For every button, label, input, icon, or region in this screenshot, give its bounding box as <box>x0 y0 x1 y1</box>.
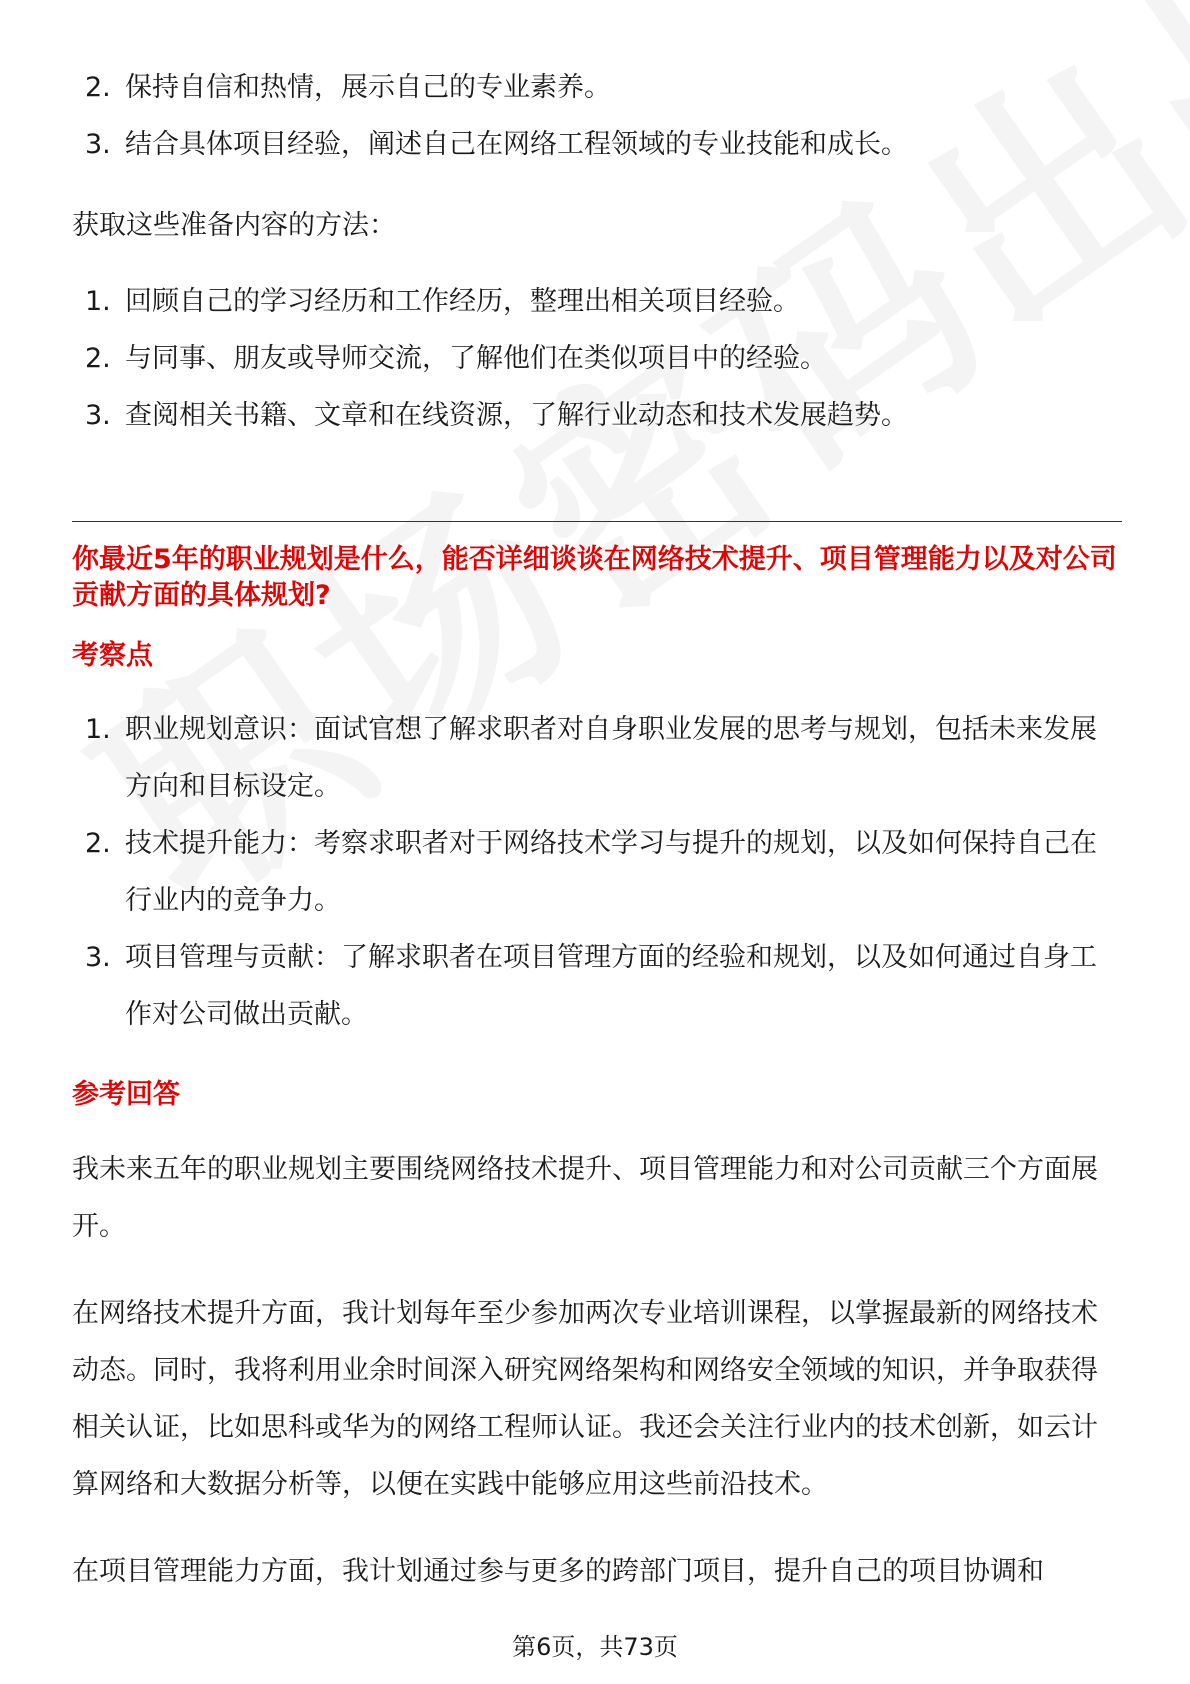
list-number: 2. <box>85 828 111 859</box>
list-text: 项目管理与贡献：了解求职者在项目管理方面的经验和规划，以及如何通过自身工作对公司做出贡献。 <box>125 942 1097 1030</box>
list-number: 2. <box>85 343 111 374</box>
list-item <box>72 929 1122 1043</box>
list-item <box>72 815 1122 929</box>
top-list <box>72 59 1122 173</box>
list-number: 3. <box>85 129 111 160</box>
list-text: 技术提升能力：考察求职者对于网络技术学习与提升的规划，以及如何保持自己在行业内的竞争力。 <box>125 828 1097 916</box>
list-text: 回顾自己的学习经历和工作经历，整理出相关项目经验。 <box>125 286 800 317</box>
methods-intro: 获取这些准备内容的方法： <box>72 210 396 241</box>
list-number: 1. <box>85 286 111 317</box>
list-item <box>72 273 1122 330</box>
list-text: 查阅相关书籍、文章和在线资源，了解行业动态和技术发展趋势。 <box>125 400 908 431</box>
answer-paragraph: 我未来五年的职业规划主要围绕网络技术提升、项目管理能力和对公司贡献三个方面展开。 <box>72 1154 1098 1242</box>
question-heading: 你最近5年的职业规划是什么，能否详细谈谈在网络技术提升、项目管理能力以及对公司贡献方面的具体规划? <box>72 544 1117 611</box>
section-divider <box>72 521 1122 522</box>
exam-points-heading: 考察点 <box>72 640 153 671</box>
list-item <box>72 387 1122 444</box>
list-number: 3. <box>85 400 111 431</box>
list-number: 3. <box>85 942 111 973</box>
list-item <box>72 701 1122 815</box>
answer-heading: 参考回答 <box>72 1079 180 1110</box>
list-item <box>72 59 1122 116</box>
list-item <box>72 116 1122 173</box>
list-item <box>72 330 1122 387</box>
list-text: 保持自信和热情，展示自己的专业素养。 <box>125 72 611 103</box>
answer-paragraph: 在项目管理能力方面，我计划通过参与更多的跨部门项目，提升自己的项目协调和 <box>72 1556 1044 1587</box>
exam-points-list <box>72 701 1122 1043</box>
page-number: 第6页，共73页 <box>512 1633 678 1661</box>
list-text: 与同事、朋友或导师交流，了解他们在类似项目中的经验。 <box>125 343 827 374</box>
methods-list <box>72 273 1122 444</box>
list-number: 1. <box>85 714 111 745</box>
list-text: 结合具体项目经验，阐述自己在网络工程领域的专业技能和成长。 <box>125 129 908 160</box>
answer-paragraph: 在网络技术提升方面，我计划每年至少参加两次专业培训课程，以掌握最新的网络技术动态。同时，我将利用业余时间深入研究网络架构和网络安全领域的知识，并争取获得相关认证，比如思科或华为的网络工程师认证。我还会关注行业内的技术创新，如云计算网络和大数据分析等，以便在实践中能够应用这些前沿技术。 <box>72 1298 1098 1500</box>
list-number: 2. <box>85 72 111 103</box>
list-text: 职业规划意识：面试官想了解求职者对自身职业发展的思考与规划，包括未来发展方向和目标设定。 <box>125 714 1097 802</box>
